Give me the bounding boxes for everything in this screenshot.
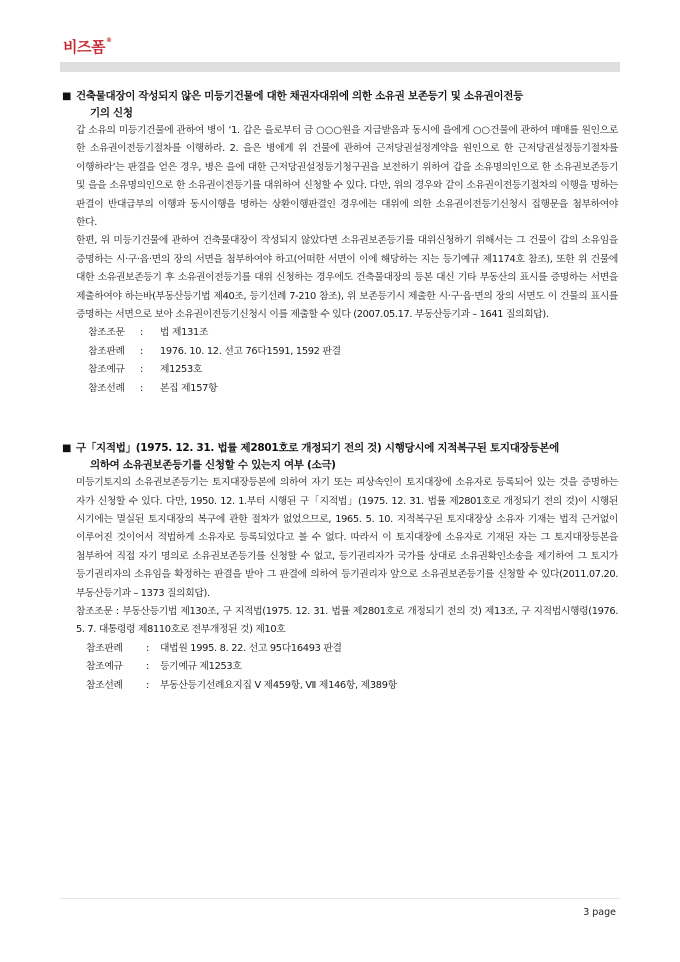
- reference-label: 참조판례: [86, 642, 123, 654]
- reference-separator: :: [140, 364, 144, 376]
- bizform-logo: [63, 36, 111, 57]
- reference-label: 참조조문 :: [76, 605, 119, 617]
- section-spacer: [60, 398, 620, 440]
- reference-label: 참조선례: [86, 679, 123, 691]
- reference-value: 등기예규 제1253호: [160, 661, 242, 673]
- section-2-title-line1: 구「지적법」(1975. 12. 31. 법률 제2801호로 개정되기 전의 것) 시행당시에 지적복구된 토지대장등본에: [76, 442, 559, 455]
- section-1-paragraph-1: 갑 소유의 미등기건물에 관하여 병이 ‘1. 갑은 을로부터 금 ○○○원을 지급받음과 동시에 을에게 ○○건물에 관하여 매매를 원인으로 한 소유권이전등기절차를 이행하라. 2. 을은 병에게 위 건물에 관하여 근저당권설정계약을 원인으로 한 근저당권설정등기절차를 이행하라’는 판결을 얻은 경우, 병은 을에 대한 근저당권설정등기청구권을 보전하기 위하여 갑을 소유명의인으로 한 소유권보존등기 및 을을 소유명의인으로 한 소유권이전등기를 대위하여 신청할 수 있다. 다만, 위의 경우와 같이 소유권이전등기절차의 이행을 명하는 판결이 반대급부의 이행과 동시이행을 명하는 상환이행판결인 경우에는 대위에 의한 소유권이전등기신청시 집행문을 첨부하여야 한다.: [76, 125, 618, 229]
- reference-value: 부동산등기법 제130조, 구 지적법(1975. 12. 31. 법률 제2801호로 개정되기 전의 것) 제13조, 구 지적법시행령(1976. 5. 7. 대통령령 제8110호로 전부개정된 것) 제10호: [76, 605, 618, 636]
- section-1-title: [60, 88, 620, 122]
- reference-separator: :: [140, 345, 144, 357]
- reference-label: 참조조문: [88, 327, 125, 339]
- reference-separator: :: [146, 642, 150, 654]
- reference-row: [88, 343, 620, 361]
- registered-mark: ®: [105, 37, 112, 44]
- reference-row: [86, 677, 620, 695]
- section-1-title-line1: 건축물대장이 작성되지 않은 미등기건물에 대한 채권자대위에 의한 소유권 보존등기 및 소유권이전등: [76, 90, 523, 102]
- reference-value: 대법원 1995. 8. 22. 선고 95다16493 판결: [160, 642, 342, 654]
- reference-row: [88, 324, 620, 342]
- section-2-title: [60, 440, 620, 474]
- section-2-paragraph-1: 미등기토지의 소유권보존등기는 토지대장등본에 의하여 자기 또는 피상속인이 토지대장에 소유자로 등록되어 있는 것을 증명하는 자가 신청할 수 있다. 다만, 1950. 12. 1.부터 시행된 구「지적법」(1975. 12. 31. 법률 제2801호로 개정되기 전의 것)이 시행된 시기에는 멸실된 토지대장의 복구에 관한 절차가 없었으므로, 1965. 5. 10. 지적복구된 토지대장상 소유자 기재는 법적 근거없이 이루어진 것이어서 적법하게 소유자로 등록되었다고 볼 수 없다. 따라서 이 토지대장에 소유자로 기재된 자는 그 토지대장등본을 첨부하여 직접 자기 명의로 소유권보존등기를 신청할 수 없고, 등기권리자가 국가를 상대로 소유권확인소송을 제기하여 그 토지가 등기권리자의 소유임을 확정하는 판결을 받아 그 판결에 의하여 등기권리자 앞으로 소유권보존등기를 신청할 수 있다(2011.07.20. 부동산등기과 – 1373 질의회답).: [76, 477, 618, 599]
- reference-separator: :: [140, 327, 144, 339]
- reference-row: [88, 380, 620, 398]
- section-1: [60, 88, 620, 398]
- reference-row: [88, 361, 620, 379]
- reference-label: 참조예규: [88, 364, 125, 376]
- square-bullet-icon: ■: [62, 443, 72, 455]
- reference-separator: :: [140, 382, 144, 394]
- header-bar: [60, 62, 620, 72]
- reference-separator: :: [146, 661, 150, 673]
- reference-label: 참조선례: [88, 382, 125, 394]
- section-1-title-line2: 기의 신청: [90, 107, 133, 119]
- document-body: [60, 88, 620, 695]
- reference-label: 참조예규: [86, 661, 123, 673]
- reference-separator: :: [146, 679, 150, 691]
- reference-row: [86, 658, 620, 676]
- section-1-references: [60, 324, 620, 398]
- reference-label: 참조판례: [88, 345, 125, 357]
- section-2: [60, 440, 620, 695]
- reference-value: 법 제131조: [160, 327, 209, 339]
- section-2-title-line2: 의하여 소유권보존등기를 신청할 수 있는지 여부 (소극): [90, 459, 336, 472]
- square-bullet-icon: ■: [62, 91, 72, 102]
- reference-value: 1976. 10. 12. 선고 76다1591, 1592 판결: [160, 345, 341, 357]
- footer-divider: [60, 898, 620, 899]
- reference-value: 부동산등기선례요지집 Ⅴ 제459항, Ⅶ 제146항, 제389항: [160, 679, 397, 691]
- section-2-references: [60, 640, 620, 695]
- page-number: 3 page: [583, 907, 616, 918]
- section-1-paragraph-2: 한편, 위 미등기건물에 관하여 건축물대장이 작성되지 않았다면 소유권보존등기를 대위신청하기 위해서는 그 건물이 갑의 소유임을 증명하는 시·구·읍·면의 장의 서면을 첨부하여야 하고(어떠한 서면이 이에 해당하는 지는 등기예규 제1174호 참조), 또한 위 건물에 대한 소유권보존등기 후 소유권이전등기를 대위 신청하는 경우에도 건축물대장의 등본 대신 기타 부동산의 표시를 증명하는 서면을 제출하여야 하는바(부동산등기법 제40조, 등기선례 7-210 참조), 위 보존등기시 제출한 시·구·읍·면의 장의 서면도 이 건물의 표시를 증명하는 서면으로 보아 소유권이전등기신청시 이를 제출할 수 있다 (2007.05.17. 부동산등기과 – 1641 질의회답).: [76, 235, 618, 321]
- reference-row: [86, 640, 620, 658]
- section-2-statute-reference: [60, 603, 620, 640]
- reference-value: 본집 제157항: [160, 382, 218, 394]
- logo-text: 비즈폼: [63, 38, 105, 56]
- reference-value: 제1253호: [160, 364, 203, 376]
